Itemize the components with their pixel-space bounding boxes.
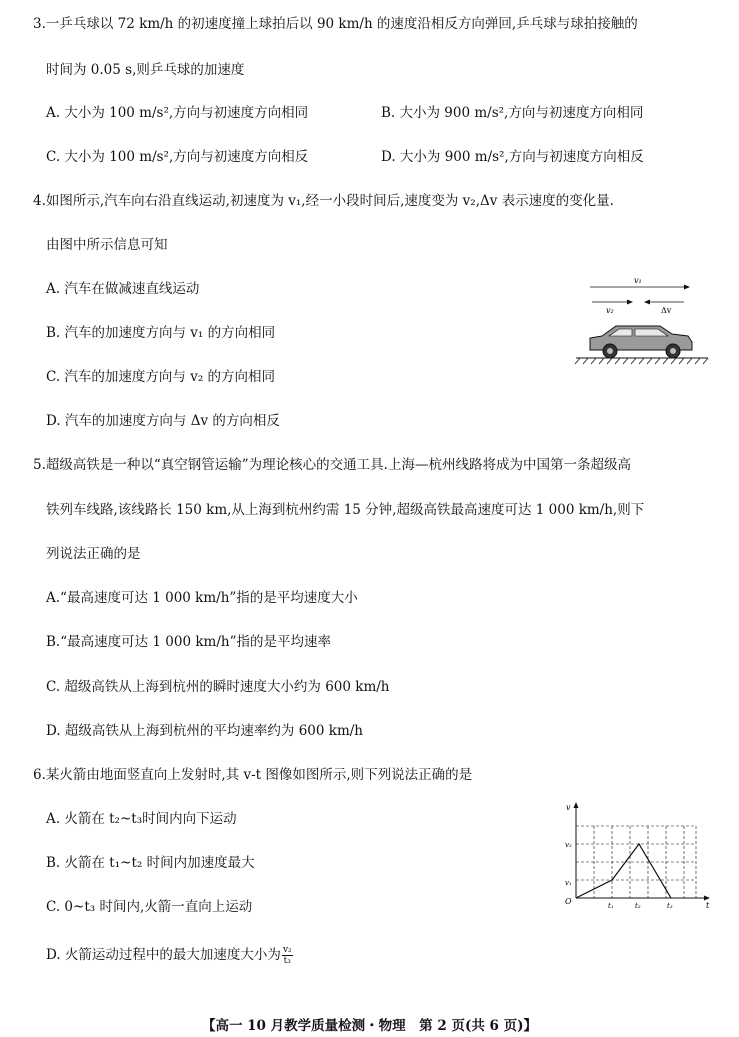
q5-stem-line2: 铁列车线路,该线路长 150 km,从上海到杭州约需 15 分钟,超级高铁最高速度可达 1 000 km/h,则下 bbox=[46, 502, 645, 518]
q5-stem-line3: 列说法正确的是 bbox=[46, 546, 141, 562]
q3-option-d: D. 大小为 900 m/s²,方向与初速度方向相反 bbox=[381, 149, 644, 165]
ground-hatching bbox=[575, 358, 708, 364]
graph-velocity-line bbox=[576, 844, 671, 898]
fraction-numerator: v₂ bbox=[282, 945, 292, 955]
graph-v1-label: v₁ bbox=[565, 879, 572, 887]
q5-option-b: B.“最高速度可达 1 000 km/h”指的是平均速率 bbox=[46, 634, 331, 650]
q6-option-a: A. 火箭在 t₂~t₃时间内向下运动 bbox=[46, 811, 237, 827]
dv-arrowhead bbox=[644, 300, 650, 305]
figure-v2-label: v₂ bbox=[606, 306, 614, 315]
q4-option-c: C. 汽车的加速度方向与 v₂ 的方向相同 bbox=[46, 369, 276, 385]
q5-option-c: C. 超级高铁从上海到杭州的瞬时速度大小约为 600 km/h bbox=[46, 679, 390, 695]
max-accel-fraction bbox=[282, 945, 293, 966]
graph-v2-label: v₂ bbox=[565, 841, 572, 849]
q6-stem: 6.某火箭由地面竖直向上发射时,其 v-t 图像如图所示,则下列说法正确的是 bbox=[33, 767, 473, 783]
car-hub-rear bbox=[670, 348, 676, 354]
graph-origin-label: O bbox=[565, 897, 572, 906]
q6-option-c: C. 0~t₃ 时间内,火箭一直向上运动 bbox=[46, 899, 253, 915]
q6-option-d bbox=[46, 943, 293, 966]
q4-option-d: D. 汽车的加速度方向与 Δv 的方向相反 bbox=[46, 413, 280, 429]
q5-stem-line1: 5.超级高铁是一种以“真空钢管运输”为理论核心的交通工具.上海—杭州线路将成为中国第一条超级高 bbox=[33, 457, 631, 473]
graph-t3-label: t₃ bbox=[667, 902, 673, 910]
q5-option-d: D. 超级高铁从上海到杭州的平均速率约为 600 km/h bbox=[46, 723, 363, 739]
q3-option-a: A. 大小为 100 m/s²,方向与初速度方向相同 bbox=[46, 105, 309, 121]
q5-option-a: A.“最高速度可达 1 000 km/h”指的是平均速度大小 bbox=[46, 590, 358, 606]
q4-option-b: B. 汽车的加速度方向与 v₁ 的方向相同 bbox=[46, 325, 276, 341]
fraction-denominator: t₃ bbox=[283, 956, 291, 966]
q3-stem-line2: 时间为 0.05 s,则乒乓球的加速度 bbox=[46, 62, 245, 78]
page-footer: 【高一 10 月教学质量检测・物理 第 2 页(共 6 页)】 bbox=[201, 1018, 538, 1034]
figure-v1-label: v₁ bbox=[634, 276, 642, 285]
car-hub-front bbox=[607, 348, 613, 354]
q3-option-c: C. 大小为 100 m/s²,方向与初速度方向相反 bbox=[46, 149, 309, 165]
graph-t2-label: t₂ bbox=[635, 902, 641, 910]
q6-option-b: B. 火箭在 t₁~t₂ 时间内加速度最大 bbox=[46, 855, 255, 871]
q3-option-b: B. 大小为 900 m/s²,方向与初速度方向相同 bbox=[381, 105, 644, 121]
q4-option-a: A. 汽车在做减速直线运动 bbox=[46, 281, 200, 297]
figure-dv-label: Δv bbox=[661, 306, 672, 315]
vt-graph bbox=[556, 800, 714, 912]
q4-stem-line1: 4.如图所示,汽车向右沿直线运动,初速度为 v₁,经一小段时间后,速度变为 v₂,Δv 表示速度的变化量. bbox=[33, 193, 614, 209]
graph-y-label: v bbox=[566, 803, 571, 812]
graph-t1-label: t₁ bbox=[608, 902, 614, 910]
graph-grid bbox=[576, 826, 696, 898]
q6-option-d-text: D. 火箭运动过程中的最大加速度大小为 bbox=[46, 947, 281, 963]
q3-stem-line1: 3.一乒乓球以 72 km/h 的初速度撞上球拍后以 90 km/h 的速度沿相反方向弹回,乒乓球与球拍接触的 bbox=[33, 16, 638, 32]
graph-x-label: t bbox=[706, 901, 710, 910]
graph-x-arrowhead bbox=[704, 896, 710, 901]
v2-arrowhead bbox=[627, 300, 633, 305]
q4-stem-line2: 由图中所示信息可知 bbox=[46, 237, 168, 253]
car-figure bbox=[572, 272, 712, 372]
v1-arrowhead bbox=[684, 285, 690, 290]
graph-y-arrowhead bbox=[574, 802, 579, 808]
